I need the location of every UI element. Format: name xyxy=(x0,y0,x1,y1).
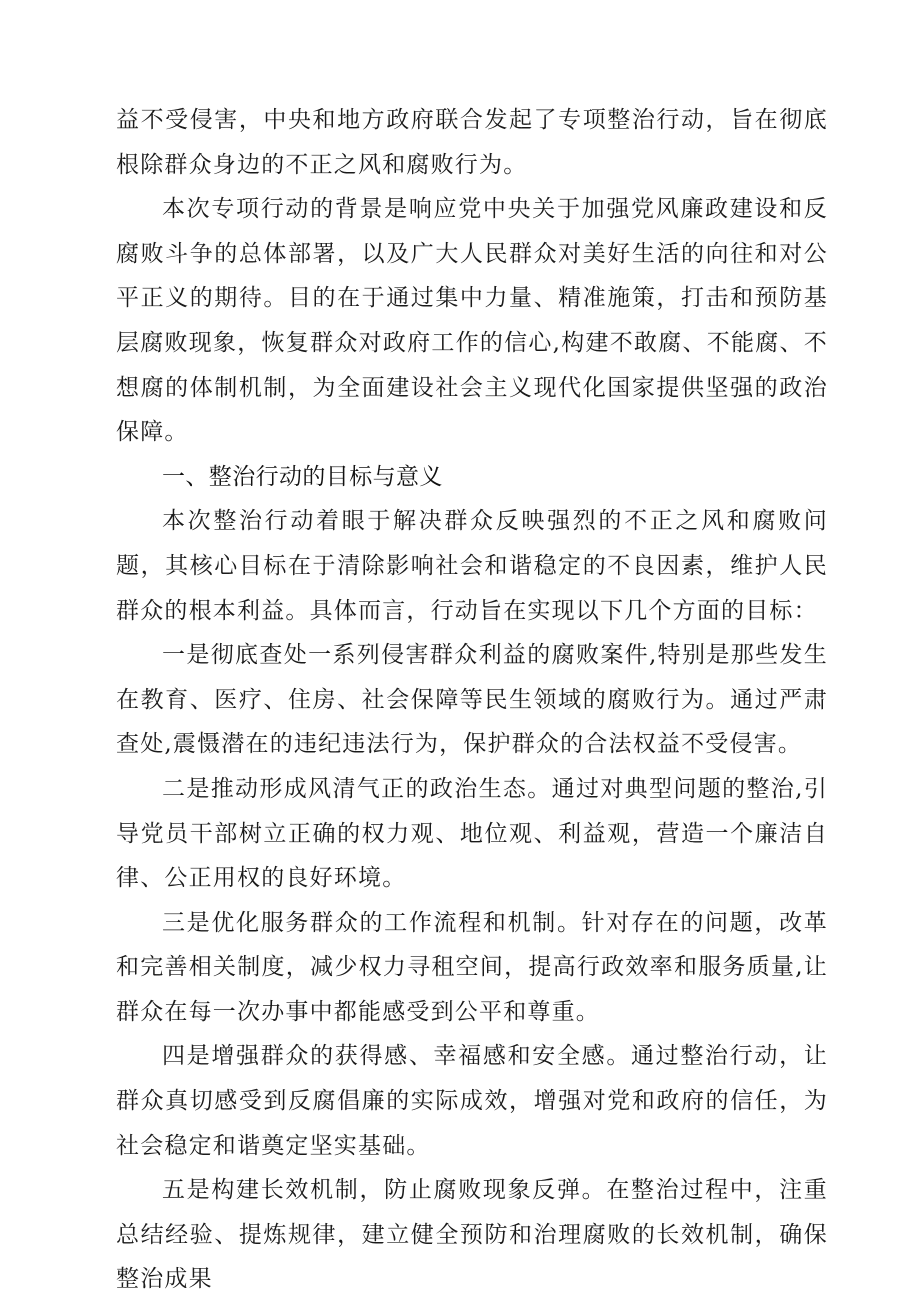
paragraph-goals-intro: 本次整治行动着眼于解决群众反映强烈的不正之风和腐败问题，其核心目标在于清除影响社会和谐稳定的不良因素，维护人民群众的根本利益。具体而言，行动旨在实现以下几个方面的目标： xyxy=(116,508,828,624)
paragraph-goal-three: 三是优化服务群众的工作流程和机制。针对存在的问题，改革和完善相关制度，减少权力寻租空间，提高行政效率和服务质量,让群众在每一次办事中都能感受到公平和尊重。 xyxy=(116,909,828,1025)
paragraph-goal-four: 四是增强群众的获得感、幸福感和安全感。通过整治行动，让群众真切感受到反腐倡廉的实际成效，增强对党和政府的信任，为社会稳定和谐奠定坚实基础。 xyxy=(116,1043,828,1159)
paragraph-goal-five: 五是构建长效机制，防止腐败现象反弹。在整治过程中，注重总结经验、提炼规律，建立健全预防和治理腐败的长效机制，确保整治成果 xyxy=(116,1177,828,1293)
paragraph-continued: 益不受侵害，中央和地方政府联合发起了专项整治行动，旨在彻底根除群众身边的不正之风和腐败行为。 xyxy=(116,107,828,178)
document-body xyxy=(116,98,828,1302)
paragraph-goal-one: 一是彻底查处一系列侵害群众利益的腐败案件,特别是那些发生在教育、医疗、住房、社会保障等民生领域的腐败行为。通过严肃查处,震慑潜在的违纪违法行为，保护群众的合法权益不受侵害。 xyxy=(116,642,828,758)
section-heading: 一、整治行动的目标与意义 xyxy=(162,463,443,490)
paragraph-background: 本次专项行动的背景是响应党中央关于加强党风廉政建设和反腐败斗争的总体部署，以及广大人民群众对美好生活的向往和对公平正义的期待。目的在于通过集中力量、精准施策，打击和预防基层腐败现象，恢复群众对政府工作的信心,构建不敢腐、不能腐、不想腐的体制机制，为全面建设社会主义现代化国家提供坚强的政治保障。 xyxy=(116,196,828,446)
paragraph-goal-two: 二是推动形成风清气正的政治生态。通过对典型问题的整治,引导党员干部树立正确的权力观、地位观、利益观，营造一个廉洁自律、公正用权的良好环境。 xyxy=(116,775,828,892)
